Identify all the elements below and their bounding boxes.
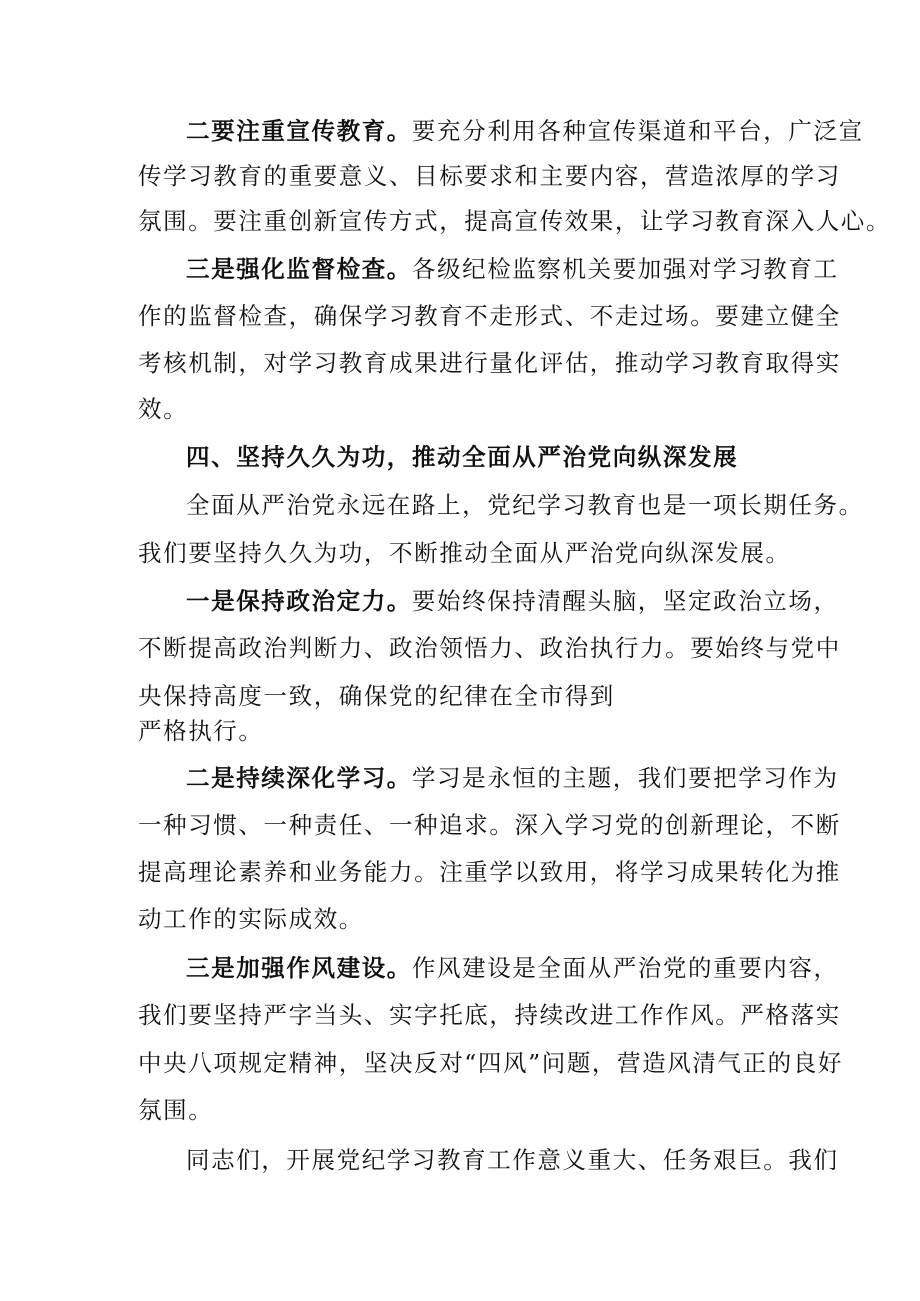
paragraph-line — [186, 254, 839, 284]
paragraph-lead: 一是保持政治定力。 — [186, 587, 412, 615]
paragraph-line — [186, 586, 839, 616]
paragraph-line — [186, 763, 839, 793]
paragraph-lead: 三是加强作风建设。 — [186, 954, 412, 982]
paragraph-text: 作风建设是全面从严治党的重要内容， — [411, 954, 839, 982]
paragraph-lead: 二要注重宣传教育。 — [186, 117, 412, 145]
paragraph-line: 效。 — [138, 395, 189, 423]
paragraph-text: 要始终保持清醒头脑，坚定政治立场， — [411, 587, 839, 615]
paragraph-line: 氛围。要注重创新宣传方式，提高宣传效果，让学习教育深入人心。 — [138, 207, 891, 235]
paragraph-line: 动工作的实际成效。 — [138, 905, 364, 933]
paragraph-line: 提高理论素养和业务能力。注重学以致用，将学习成果转化为推 — [138, 858, 841, 886]
paragraph-line: 一种习惯、一种责任、一种追求。深入学习党的创新理论，不断 — [138, 811, 841, 839]
paragraph-line: 全面从严治党永远在路上，党纪学习教育也是一项长期任务。 — [186, 491, 864, 519]
paragraph-line — [186, 953, 839, 983]
paragraph-line: 氛围。 — [138, 1096, 214, 1124]
paragraph-text: 学习是永恒的主题，我们要把学习作为 — [411, 764, 839, 792]
paragraph-lead: 三是强化监督检查。 — [186, 255, 412, 283]
paragraph-line: 同志们，开展党纪学习教育工作意义重大、任务艰巨。我们 — [186, 1146, 839, 1174]
paragraph-line: 我们要坚持严字当头、实字托底，持续改进工作作风。严格落实 — [138, 1001, 841, 1029]
paragraph-text: 各级纪检监察机关要加强对学习教育工 — [411, 255, 839, 283]
paragraph-line: 中央八项规定精神，坚决反对“四风”问题，营造风清气正的良好 — [138, 1049, 843, 1077]
paragraph-line: 央保持高度一致，确保党的纪律在全市得到 — [138, 682, 615, 710]
paragraph-line: 作的监督检查，确保学习教育不走形式、不走过场。要建立健全 — [138, 302, 841, 330]
paragraph-text: 要充分利用各种宣传渠道和平台，广泛宣 — [411, 117, 864, 145]
section-heading: 四、坚持久久为功，推动全面从严治党向纵深发展 — [186, 443, 739, 471]
paragraph-line: 严格执行。 — [138, 717, 264, 745]
paragraph-line: 传学习教育的重要意义、目标要求和主要内容，营造浓厚的学习 — [138, 162, 841, 190]
paragraph-line: 不断提高政治判断力、政治领悟力、政治执行力。要始终与党中 — [138, 634, 841, 662]
paragraph-line: 考核机制，对学习教育成果进行量化评估，推动学习教育取得实 — [138, 349, 841, 377]
paragraph-lead: 二是持续深化学习。 — [186, 764, 412, 792]
paragraph-line: 我们要坚持久久为功，不断推动全面从严治党向纵深发展。 — [138, 539, 791, 567]
paragraph-line — [186, 116, 864, 146]
